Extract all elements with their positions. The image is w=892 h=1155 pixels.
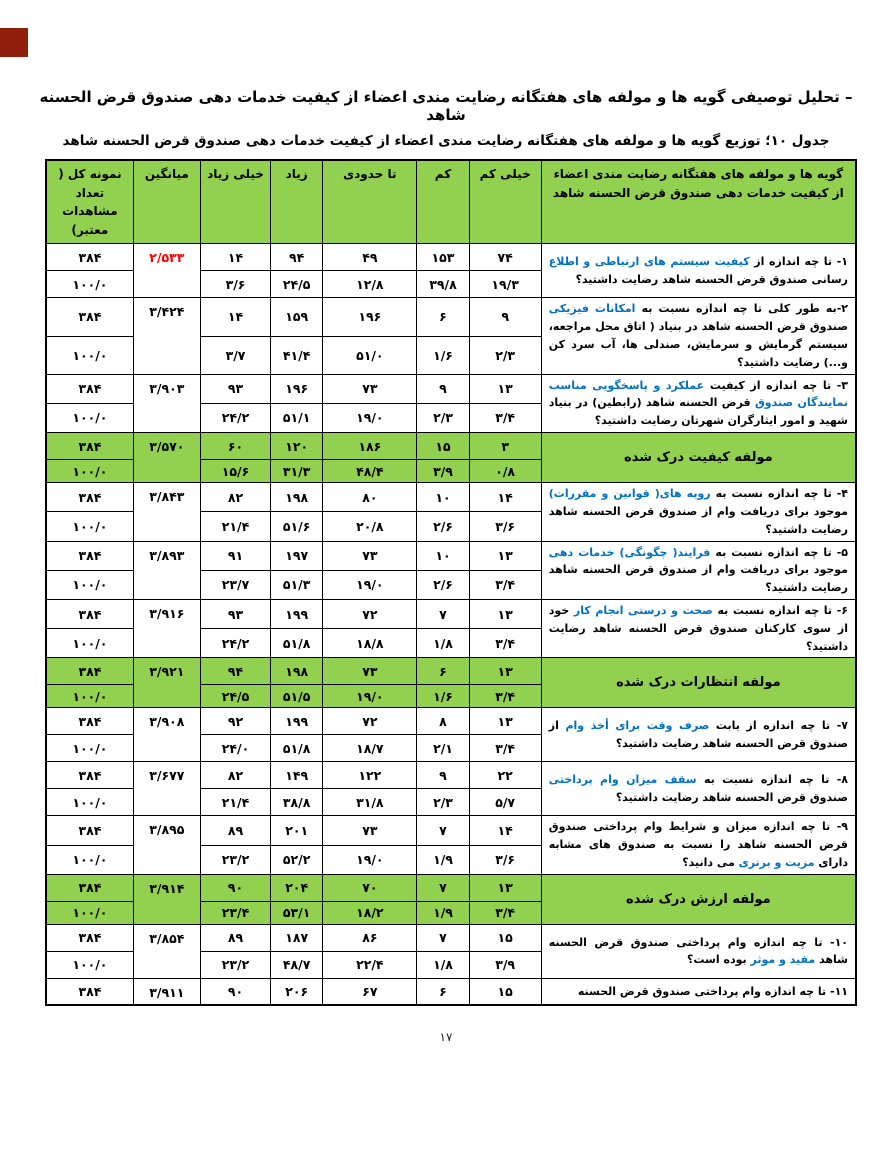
percent-cell: ۳۹/۸	[417, 271, 469, 298]
percent-cell: ۲/۱	[417, 735, 469, 762]
count-cell: ۱۰	[417, 541, 469, 570]
count-cell: ۷۰	[323, 874, 417, 901]
count-cell: ۱۵۹	[271, 298, 323, 336]
percent-cell: ۵۱/۱	[271, 403, 323, 432]
question-keyword: امکانات فیزیکی	[548, 302, 636, 316]
table-row	[46, 298, 856, 336]
question-cell	[541, 924, 856, 978]
count-cell: ۶	[417, 298, 469, 336]
mean-cell: ۳/۹۰۸	[133, 708, 200, 762]
mean-cell: ۳/۸۵۴	[133, 924, 200, 978]
count-cell: ۹۰	[200, 978, 270, 1005]
total-cell: ۳۸۴	[46, 244, 133, 271]
total-cell: ۳۸۴	[46, 433, 133, 460]
percent-cell: ۳/۹	[417, 460, 469, 483]
percent-cell: ۳/۴	[469, 901, 541, 924]
percent-cell: ۵۱/۸	[271, 629, 323, 658]
satisfaction-distribution-table	[45, 159, 857, 1006]
question-text: ۹- تا چه اندازه میزان و شرایط وام پرداختی صندوق قرض الحسنه شاهد را نسبت به صندوق های مشابه دارای	[548, 820, 848, 869]
percent-cell: ۱۹/۳	[469, 271, 541, 298]
count-cell: ۸۲	[200, 483, 270, 512]
percent-cell: ۲۴/۵	[200, 685, 270, 708]
count-cell: ۲۰۱	[271, 816, 323, 845]
mean-cell: ۳/۸۴۳	[133, 483, 200, 541]
count-cell: ۱۰	[417, 483, 469, 512]
table-row	[46, 978, 856, 1005]
question-cell	[541, 483, 856, 541]
table-caption: جدول ۱۰؛ توزیع گویه ها و مولفه های هفتگانه رضایت مندی اعضاء از کیفیت خدمات دهی صندوق قرض الحسنه شاهد	[62, 133, 830, 149]
question-text: بوده است؟	[687, 953, 751, 967]
percent-cell: ۳/۹	[469, 951, 541, 978]
question-text: ۳- تا چه اندازه از کیفیت	[704, 378, 849, 392]
component-row	[46, 658, 856, 685]
count-cell: ۸۶	[323, 924, 417, 951]
percent-cell: ۴۸/۷	[271, 951, 323, 978]
mean-cell: ۳/۴۲۴	[133, 298, 200, 374]
total-cell: ۳۸۴	[46, 658, 133, 685]
question-text: صندوق قرض الحسنه شاهد رضایت داشتید؟	[615, 790, 848, 804]
question-text: صندوق قرض الحسنه شاهد در بنیاد ( اتاق محل مراجعه، سیستم گرمایش و سرمایش، صندلی ها، آب سرد کن و...) رضایت داشتید؟	[548, 320, 848, 369]
count-cell: ۷	[417, 599, 469, 628]
percent-cell: ۳/۴	[469, 685, 541, 708]
header-mean: میانگین	[133, 160, 200, 244]
count-cell: ۷۳	[323, 374, 417, 403]
question-text: ۶- تا چه اندازه نسبت به	[712, 603, 848, 617]
total-cell: ۳۸۴	[46, 374, 133, 403]
percent-cell: ۳/۶	[469, 845, 541, 874]
percent-cell: ۲۱/۴	[200, 789, 270, 816]
table-row	[46, 924, 856, 951]
table-row	[46, 708, 856, 735]
count-cell: ۷۳	[323, 658, 417, 685]
count-cell: ۹۰	[200, 874, 270, 901]
percent-cell: ۲۱/۴	[200, 512, 270, 541]
count-cell: ۱۹۹	[271, 708, 323, 735]
count-cell: ۷۴	[469, 244, 541, 271]
percent-cell: ۵۱/۰	[323, 336, 417, 374]
percent-cell: ۵۱/۸	[271, 735, 323, 762]
question-text: ۱۱- تا چه اندازه وام پرداختی صندوق قرض الحسنه	[577, 984, 848, 998]
count-cell: ۴۹	[323, 244, 417, 271]
percent-cell: ۳/۶	[469, 512, 541, 541]
count-cell: ۹۳	[200, 374, 270, 403]
percent-cell: ۲/۶	[417, 570, 469, 599]
question-cell	[541, 816, 856, 874]
count-cell: ۹	[469, 298, 541, 336]
total-percent-cell: ۱۰۰/۰	[46, 685, 133, 708]
percent-cell: ۲۴/۲	[200, 403, 270, 432]
question-text: ۴- تا چه اندازه نسبت به	[710, 487, 849, 501]
percent-cell: ۵۱/۳	[271, 570, 323, 599]
count-cell: ۱۳	[469, 374, 541, 403]
question-text: ۱- تا چه اندازه از	[749, 255, 848, 269]
percent-cell: ۱۲/۸	[323, 271, 417, 298]
count-cell: ۹۲	[200, 708, 270, 735]
count-cell: ۱۲۰	[271, 433, 323, 460]
percent-cell: ۳/۴	[469, 403, 541, 432]
question-text: می دانید؟	[682, 856, 739, 869]
table-row	[46, 541, 856, 570]
percent-cell: ۲/۳	[469, 336, 541, 374]
header-total-sample: نمونه کل ( تعداد مشاهدات معتبر)	[46, 160, 133, 244]
mean-cell: ۳/۸۹۳	[133, 541, 200, 599]
question-text: ۵- تا چه اندازه نسبت به	[710, 545, 849, 559]
count-cell: ۱۹۹	[271, 599, 323, 628]
count-cell: ۱۳	[469, 658, 541, 685]
question-cell	[541, 708, 856, 762]
percent-cell: ۱/۶	[417, 336, 469, 374]
percent-cell: ۲/۳	[417, 403, 469, 432]
question-keyword: عملکرد و پاسخگویی مناسب نمایندگان صندوق	[548, 378, 848, 410]
question-text: رسانی صندوق قرض الحسنه شاهد رضایت داشتید؟	[575, 272, 848, 286]
count-cell: ۹۱	[200, 541, 270, 570]
total-cell: ۳۸۴	[46, 762, 133, 789]
percent-cell: ۵۱/۶	[271, 512, 323, 541]
percent-cell: ۱۸/۲	[323, 901, 417, 924]
mean-cell: ۳/۹۱۴	[133, 874, 200, 924]
header-low: کم	[417, 160, 469, 244]
mean-cell: ۳/۵۷۰	[133, 433, 200, 483]
question-text: ۸- تا چه اندازه نسبت به	[696, 773, 849, 787]
component-row	[46, 433, 856, 460]
percent-cell: ۰/۸	[469, 460, 541, 483]
total-percent-cell: ۱۰۰/۰	[46, 570, 133, 599]
count-cell: ۹	[417, 374, 469, 403]
percent-cell: ۳/۴	[469, 629, 541, 658]
mean-cell: ۳/۶۷۷	[133, 762, 200, 816]
question-cell	[541, 374, 856, 432]
count-cell: ۶۰	[200, 433, 270, 460]
header-row	[46, 160, 856, 244]
percent-cell: ۱۸/۸	[323, 629, 417, 658]
question-keyword: صحت و درستی انجام کار	[573, 603, 713, 617]
mean-cell: ۳/۸۹۵	[133, 816, 200, 874]
percent-cell: ۱۵/۶	[200, 460, 270, 483]
question-cell	[541, 978, 856, 1005]
percent-cell: ۴۸/۴	[323, 460, 417, 483]
question-keyword: فرایند( چگونگی) خدمات دهی	[548, 545, 711, 559]
question-text: موجود برای دریافت وام از صندوق قرض الحسنه شاهد رضایت داشتید؟	[548, 563, 848, 595]
component-label: مولفه انتظارات درک شده	[541, 658, 856, 708]
percent-cell: ۱/۸	[417, 629, 469, 658]
question-cell	[541, 762, 856, 816]
percent-cell: ۳/۶	[200, 271, 270, 298]
percent-cell: ۲/۳	[417, 789, 469, 816]
question-text: از صندوق قرض الحسنه شاهد رضایت داشتید؟	[548, 719, 848, 750]
count-cell: ۱۴۹	[271, 762, 323, 789]
total-percent-cell: ۱۰۰/۰	[46, 735, 133, 762]
mean-cell: ۳/۹۰۳	[133, 374, 200, 432]
total-cell: ۳۸۴	[46, 978, 133, 1005]
percent-cell: ۳/۷	[200, 336, 270, 374]
percent-cell: ۳۱/۸	[323, 789, 417, 816]
question-text: ۷- تا چه اندازه از بابت	[709, 719, 848, 733]
total-cell: ۳۸۴	[46, 708, 133, 735]
percent-cell: ۲۳/۷	[200, 570, 270, 599]
component-row	[46, 874, 856, 901]
count-cell: ۹	[417, 762, 469, 789]
count-cell: ۱۳	[469, 708, 541, 735]
percent-cell: ۱/۸	[417, 951, 469, 978]
question-cell	[541, 298, 856, 374]
count-cell: ۷۳	[323, 541, 417, 570]
header-question: گویه ها و مولفه های هفتگانه رضایت مندی اعضاء از کیفیت خدمات دهی صندوق قرض الحسنه شاهد	[541, 160, 856, 244]
count-cell: ۸۰	[323, 483, 417, 512]
total-cell: ۳۸۴	[46, 483, 133, 512]
count-cell: ۱۹۸	[271, 483, 323, 512]
percent-cell: ۱۹/۰	[323, 845, 417, 874]
count-cell: ۱۹۶	[323, 298, 417, 336]
count-cell: ۱۵	[417, 433, 469, 460]
question-keyword: کیفیت سیستم های ارتباطی و اطلاع	[548, 255, 750, 269]
mean-cell: ۳/۹۲۱	[133, 658, 200, 708]
total-percent-cell: ۱۰۰/۰	[46, 512, 133, 541]
question-keyword: سقف میزان وام پرداختی	[548, 773, 697, 787]
count-cell: ۷	[417, 816, 469, 845]
count-cell: ۱۸۷	[271, 924, 323, 951]
percent-cell: ۱/۹	[417, 845, 469, 874]
question-cell	[541, 599, 856, 657]
count-cell: ۶۷	[323, 978, 417, 1005]
count-cell: ۱۴	[200, 244, 270, 271]
total-percent-cell: ۱۰۰/۰	[46, 460, 133, 483]
total-percent-cell: ۱۰۰/۰	[46, 845, 133, 874]
total-cell: ۳۸۴	[46, 541, 133, 570]
count-cell: ۹۴	[271, 244, 323, 271]
percent-cell: ۲۳/۲	[200, 845, 270, 874]
total-percent-cell: ۱۰۰/۰	[46, 629, 133, 658]
percent-cell: ۱/۹	[417, 901, 469, 924]
count-cell: ۷	[417, 874, 469, 901]
percent-cell: ۵۳/۱	[271, 901, 323, 924]
component-label: مولفه ارزش درک شده	[541, 874, 856, 924]
count-cell: ۳	[469, 433, 541, 460]
question-cell	[541, 244, 856, 298]
count-cell: ۶	[417, 658, 469, 685]
total-cell: ۳۸۴	[46, 298, 133, 336]
question-text: خود از سوی کارکنان صندوق قرض الحسنه شاهد رضایت داشتید؟	[548, 603, 848, 653]
percent-cell: ۲۳/۴	[200, 901, 270, 924]
count-cell: ۱۸۶	[323, 433, 417, 460]
percent-cell: ۵۲/۲	[271, 845, 323, 874]
percent-cell: ۱۹/۰	[323, 570, 417, 599]
section-title: – تحلیل توصیفی گویه ها و مولفه های هفتگانه رضایت مندی اعضاء از کیفیت خدمات دهی صندوق قرض الحسنه شاهد	[39, 88, 853, 124]
page-number: ۱۷	[439, 1030, 453, 1045]
count-cell: ۸۲	[200, 762, 270, 789]
count-cell: ۱۵۳	[417, 244, 469, 271]
total-percent-cell: ۱۰۰/۰	[46, 789, 133, 816]
question-text: قرض الحسنه شاهد (رابطین) در بنیاد شهید و امور ایثارگران شهرتان رضایت داشتید؟	[548, 396, 848, 428]
percent-cell: ۲۳/۲	[200, 951, 270, 978]
percent-cell: ۳۸/۸	[271, 789, 323, 816]
question-keyword: مزیت و برتری	[738, 856, 815, 869]
page-corner-marker	[0, 28, 28, 57]
question-text: موجود برای دریافت وام از صندوق قرض الحسنه شاهد رضایت داشتید؟	[548, 504, 848, 536]
count-cell: ۱۳	[469, 874, 541, 901]
count-cell: ۲۰۴	[271, 874, 323, 901]
total-percent-cell: ۱۰۰/۰	[46, 951, 133, 978]
total-cell: ۳۸۴	[46, 924, 133, 951]
percent-cell: ۲۴/۵	[271, 271, 323, 298]
question-keyword: مفید و موثر	[750, 953, 816, 967]
count-cell: ۷۲	[323, 599, 417, 628]
count-cell: ۷۳	[323, 816, 417, 845]
question-keyword: صرف وقت برای أخذ وام	[565, 719, 710, 733]
count-cell: ۸۹	[200, 816, 270, 845]
component-label: مولفه کیفیت درک شده	[541, 433, 856, 483]
count-cell: ۲۲	[469, 762, 541, 789]
percent-cell: ۱۹/۰	[323, 403, 417, 432]
count-cell: ۹۴	[200, 658, 270, 685]
count-cell: ۱۹۷	[271, 541, 323, 570]
mean-cell: ۳/۹۱۶	[133, 599, 200, 657]
count-cell: ۷۲	[323, 708, 417, 735]
percent-cell: ۳۱/۳	[271, 460, 323, 483]
percent-cell: ۱۸/۷	[323, 735, 417, 762]
question-keyword: رویه های( قوانین و مقررات)	[548, 487, 711, 501]
count-cell: ۱۳	[469, 541, 541, 570]
question-cell	[541, 541, 856, 599]
total-percent-cell: ۱۰۰/۰	[46, 271, 133, 298]
count-cell: ۸	[417, 708, 469, 735]
header-somewhat: تا حدودی	[323, 160, 417, 244]
percent-cell: ۵/۷	[469, 789, 541, 816]
header-high: زیاد	[271, 160, 323, 244]
total-percent-cell: ۱۰۰/۰	[46, 336, 133, 374]
count-cell: ۱۴	[200, 298, 270, 336]
count-cell: ۱۴	[469, 816, 541, 845]
total-cell: ۳۸۴	[46, 816, 133, 845]
count-cell: ۱۵	[469, 924, 541, 951]
count-cell: ۲۰۶	[271, 978, 323, 1005]
percent-cell: ۲۴/۲	[200, 629, 270, 658]
total-percent-cell: ۱۰۰/۰	[46, 403, 133, 432]
percent-cell: ۳/۴	[469, 570, 541, 599]
table-row	[46, 244, 856, 271]
count-cell: ۹۳	[200, 599, 270, 628]
table-row	[46, 762, 856, 789]
total-cell: ۳۸۴	[46, 874, 133, 901]
percent-cell: ۱۹/۰	[323, 685, 417, 708]
count-cell: ۸۹	[200, 924, 270, 951]
count-cell: ۱۹۶	[271, 374, 323, 403]
percent-cell: ۲۲/۴	[323, 951, 417, 978]
percent-cell: ۵۱/۵	[271, 685, 323, 708]
header-very-high: خیلی زیاد	[200, 160, 270, 244]
total-percent-cell: ۱۰۰/۰	[46, 901, 133, 924]
percent-cell: ۴۱/۴	[271, 336, 323, 374]
percent-cell: ۲۰/۸	[323, 512, 417, 541]
mean-cell: ۳/۹۱۱	[133, 978, 200, 1005]
percent-cell: ۳/۴	[469, 735, 541, 762]
count-cell: ۶	[417, 978, 469, 1005]
table-row	[46, 599, 856, 628]
question-text: ۲-به طور کلی تا چه اندازه نسبت به	[635, 302, 848, 316]
percent-cell: ۲/۶	[417, 512, 469, 541]
table-row	[46, 816, 856, 845]
percent-cell: ۱/۶	[417, 685, 469, 708]
mean-cell: ۲/۵۳۳	[133, 244, 200, 298]
count-cell: ۱۳	[469, 599, 541, 628]
table-row	[46, 483, 856, 512]
count-cell: ۷	[417, 924, 469, 951]
question-text: ۱۰- تا چه اندازه وام پرداختی صندوق قرض الحسنه شاهد	[548, 935, 848, 967]
percent-cell: ۲۴/۰	[200, 735, 270, 762]
header-very-low: خیلی کم	[469, 160, 541, 244]
table-row	[46, 374, 856, 403]
total-cell: ۳۸۴	[46, 599, 133, 628]
count-cell: ۱۵	[469, 978, 541, 1005]
count-cell: ۱۲۲	[323, 762, 417, 789]
count-cell: ۱۹۸	[271, 658, 323, 685]
count-cell: ۱۴	[469, 483, 541, 512]
